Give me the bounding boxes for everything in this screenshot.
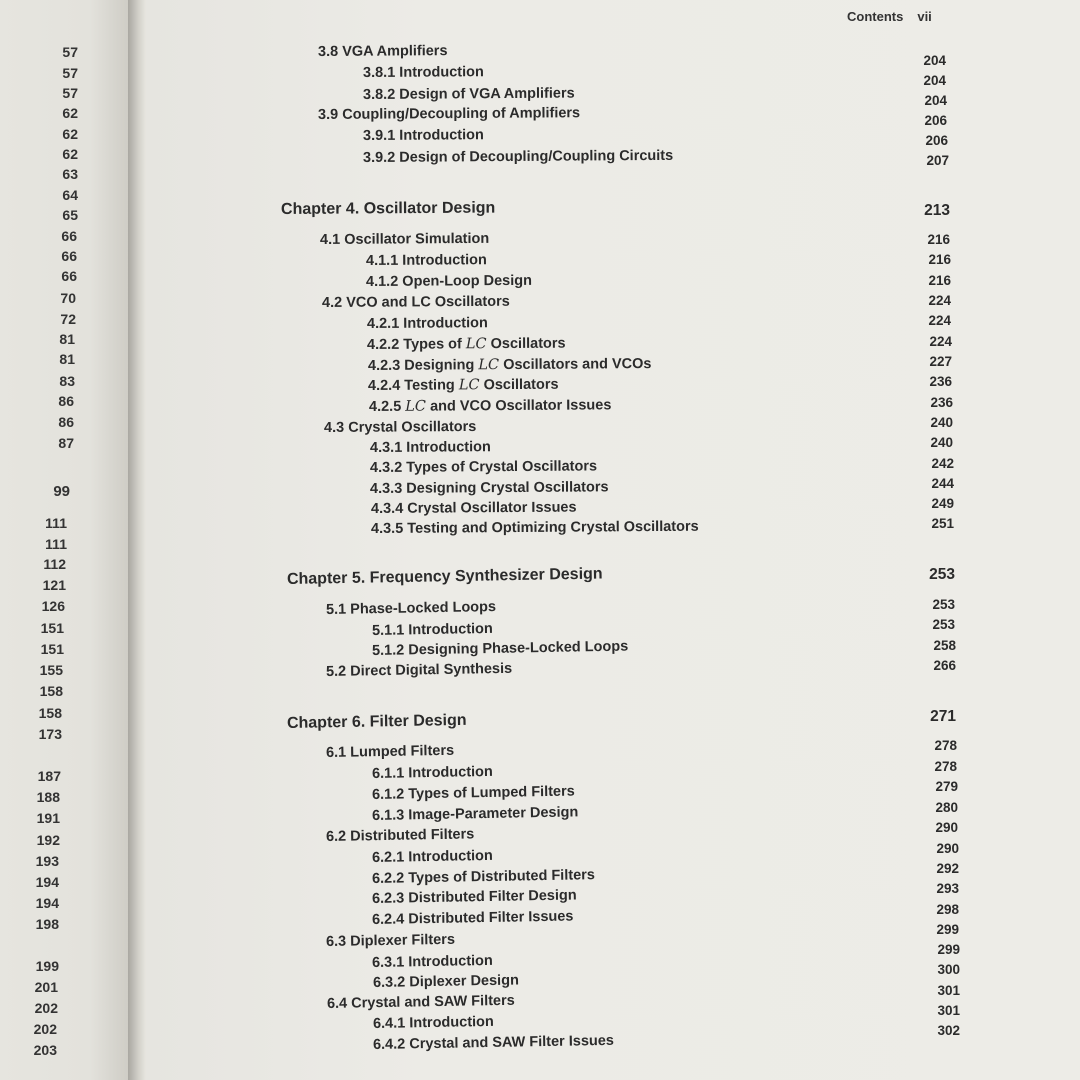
toc-entry-number: 4.3	[323, 419, 345, 436]
toc-page-number: 290	[936, 841, 959, 856]
toc-entry-title: Introduction	[402, 252, 487, 269]
left-page-number: 72	[60, 311, 76, 327]
toc-entry-number: 4.1.1	[365, 252, 399, 269]
left-page-number: 199	[35, 958, 59, 974]
toc-entry-number: 6.1	[325, 744, 347, 761]
toc-entry-number: 4.1.2	[365, 273, 399, 290]
toc-page-number: 206	[924, 113, 947, 128]
toc-entry-number: 5.1.2	[371, 642, 405, 659]
toc-entry-title: Testing and Optimizing Crystal Oscillators	[407, 518, 699, 537]
toc-entry-title: Crystal Oscillator Issues	[407, 499, 577, 517]
toc-subsection-entry	[366, 273, 532, 290]
toc-entry-title: Crystal and SAW Filters	[351, 992, 515, 1012]
toc-entry-title: Types of	[403, 336, 462, 353]
running-head	[847, 9, 932, 24]
toc-entry-number: 6.1.3	[371, 807, 405, 824]
left-page-number: 87	[58, 435, 74, 451]
toc-entry-number: 6.4	[326, 995, 348, 1012]
toc-subsection-entry	[363, 127, 484, 144]
left-page-number: 202	[33, 1021, 57, 1037]
toc-subsection-entry	[372, 953, 493, 971]
toc-subsection-entry	[372, 621, 493, 639]
toc-entry-number: 4.2.5	[368, 398, 402, 415]
toc-subsection-entry	[367, 315, 488, 332]
toc-entry-number: Chapter 6.	[286, 713, 366, 732]
toc-page-number: 244	[931, 476, 954, 491]
left-page-number: 194	[35, 895, 59, 911]
toc-page-number: 271	[930, 708, 956, 725]
toc-entry-title: Types of Crystal Oscillators	[406, 458, 598, 476]
toc-entry-title-cont: Oscillators and VCOs	[503, 356, 652, 374]
toc-page-number: 253	[929, 566, 955, 583]
toc-entry-title: Diplexer Filters	[350, 931, 456, 950]
toc-entry-number: 3.8	[317, 43, 339, 60]
toc-subsection-entry	[370, 479, 609, 497]
left-page-number: 62	[62, 146, 78, 162]
toc-subsection-entry	[363, 148, 673, 166]
toc-subsection-entry	[372, 848, 493, 866]
left-page-number: 112	[43, 556, 66, 572]
toc-section-entry	[326, 932, 455, 950]
toc-subsection-entry	[366, 252, 487, 269]
left-page-number: 65	[62, 207, 78, 223]
toc-subsection-entry	[370, 439, 491, 456]
toc-subsection-entry	[373, 1014, 494, 1032]
left-page-number: 193	[35, 853, 59, 869]
toc-entry-number: 4.1	[319, 231, 341, 248]
toc-entry-number: 4.2.4	[367, 377, 401, 394]
toc-entry-number: 4.3.2	[369, 459, 403, 476]
toc-entry-number: 6.4.1	[372, 1015, 406, 1032]
toc-page-number: 236	[929, 374, 952, 389]
toc-entry-title: Coupling/Decoupling of Amplifiers	[342, 105, 581, 123]
toc-entry-number: 6.2.3	[371, 890, 405, 907]
left-page-number: 151	[40, 620, 64, 636]
toc-subsection-entry	[369, 397, 611, 415]
toc-entry-title: Introduction	[408, 763, 493, 782]
left-page-number: 57	[62, 44, 78, 60]
toc-entry-title: Types of Distributed Filters	[408, 867, 596, 887]
toc-entry-title: Open-Loop Design	[402, 272, 533, 290]
toc-entry-title: Distributed Filters	[350, 826, 475, 845]
toc-subsection-entry	[371, 500, 577, 517]
toc-entry-number: 3.9.1	[362, 127, 396, 144]
toc-page-number: 204	[923, 73, 946, 88]
left-page-number: 198	[35, 916, 59, 932]
left-page-number: 111	[45, 536, 67, 552]
toc-entry-number: 6.1.2	[371, 786, 405, 803]
left-page-number: 57	[62, 85, 78, 101]
toc-entry-title: Introduction	[408, 952, 493, 971]
toc-section-entry	[324, 419, 476, 436]
left-page-number: 57	[62, 65, 78, 81]
left-page-number: 86	[58, 414, 74, 430]
toc-entry-title: Crystal and SAW Filter Issues	[409, 1032, 615, 1053]
toc-entry-number: 6.4.2	[372, 1036, 406, 1053]
toc-page-number: 213	[924, 202, 950, 219]
toc-page-number: 298	[936, 902, 959, 917]
toc-page-number: 280	[935, 800, 958, 815]
toc-entry-number: 6.1.1	[371, 765, 405, 782]
toc-entry-title: Oscillator Design	[363, 199, 496, 218]
toc-entry-number: 4.2.2	[366, 336, 400, 353]
toc-subsection-entry	[371, 519, 699, 537]
toc-entry-title: Types of Lumped Filters	[408, 783, 575, 803]
left-page-number: 173	[38, 726, 62, 742]
toc-entry-number: 4.2.3	[367, 357, 401, 374]
toc-entry-title: Crystal Oscillators	[348, 418, 477, 436]
toc-page-number: 216	[928, 252, 951, 267]
toc-subsection-entry	[367, 336, 566, 353]
left-page-number: 188	[36, 789, 60, 805]
toc-entry-number: 3.9	[317, 106, 339, 123]
toc-section-entry	[326, 743, 454, 761]
toc-page-number: 292	[936, 861, 959, 876]
toc-page-number: 216	[928, 273, 951, 288]
left-page	[0, 0, 128, 1080]
toc-entry-title-cont: Oscillators	[483, 376, 559, 394]
toc-entry-math: LC	[458, 377, 480, 394]
toc-entry-title: Direct Digital Synthesis	[350, 660, 513, 680]
left-page-number: 70	[60, 290, 76, 306]
toc-entry-title: Design of Decoupling/Coupling Circuits	[399, 147, 674, 166]
toc-section-entry	[326, 599, 496, 618]
toc-entry-title: Introduction	[406, 439, 491, 456]
toc-section-entry	[318, 105, 580, 123]
left-page-number: 99	[53, 483, 70, 500]
toc-subsection-entry	[368, 377, 559, 394]
toc-entry-title: Filter Design	[369, 711, 467, 731]
toc-entry-number: Chapter 4.	[280, 200, 360, 218]
toc-entry-number: 4.2.1	[366, 315, 400, 332]
left-page-number: 192	[36, 832, 60, 848]
toc-subsection-entry	[373, 972, 519, 991]
book-gutter	[128, 0, 146, 1080]
toc-entry-title: Introduction	[399, 64, 484, 81]
toc-page-number: 204	[923, 53, 946, 68]
toc-entry-title: VCO and LC Oscillators	[346, 293, 510, 311]
toc-entry-number: 4.3.4	[370, 500, 404, 517]
left-page-number: 126	[41, 598, 65, 614]
left-page-number: 63	[62, 166, 78, 182]
toc-entry-math: LC	[405, 398, 427, 415]
left-page-number: 66	[61, 228, 77, 244]
toc-entry-title-cont: Oscillators	[490, 335, 566, 353]
toc-entry-number: 6.3	[325, 933, 347, 950]
left-page-number: 202	[34, 1000, 58, 1016]
left-page-number: 81	[59, 351, 75, 367]
toc-page-number: 242	[931, 456, 954, 471]
toc-entry-title: Diplexer Design	[409, 972, 519, 991]
toc-entry-title: Introduction	[403, 315, 488, 332]
left-page-number: 191	[36, 810, 60, 826]
running-head-section: Contents	[847, 9, 904, 24]
toc-entry-title: Introduction	[408, 847, 493, 866]
toc-entry-number: 6.3.2	[372, 974, 406, 991]
toc-entry-title: Frequency Synthesizer Design	[369, 565, 603, 587]
toc-entry-number: 3.9.2	[362, 149, 396, 166]
toc-entry-title: Testing	[404, 377, 455, 394]
toc-entry-title: Introduction	[399, 127, 484, 144]
toc-entry-title: Distributed Filter Design	[408, 887, 577, 907]
running-head-page: vii	[917, 9, 932, 24]
toc-entry-title: Designing	[404, 357, 475, 374]
toc-entry-number: 6.2.2	[371, 870, 405, 887]
toc-section-entry	[327, 993, 515, 1012]
toc-page-number: 224	[929, 334, 952, 349]
left-page-number: 201	[34, 979, 58, 995]
toc-entry-title: Image-Parameter Design	[408, 804, 579, 824]
toc-page-number: 278	[934, 738, 957, 753]
toc-page-number: 240	[930, 435, 953, 450]
toc-chapter-entry	[287, 712, 467, 733]
toc-entry-number: 5.1.1	[371, 622, 405, 639]
toc-entry-number: 4.3.3	[369, 480, 403, 497]
toc-entry-math: LC	[478, 357, 500, 374]
left-page-number: 83	[59, 373, 75, 389]
toc-entry-title-cont: and VCO Oscillator Issues	[429, 397, 612, 415]
left-page-number: 111	[45, 515, 67, 531]
toc-section-entry	[320, 231, 489, 248]
toc-subsection-entry	[368, 356, 652, 374]
toc-page-number: 258	[933, 638, 956, 653]
left-page-number: 158	[39, 683, 63, 699]
toc-entry-number: 6.2.4	[371, 911, 405, 928]
left-page-number: 81	[59, 331, 75, 347]
toc-page-number: 293	[936, 881, 959, 896]
toc-subsection-entry	[372, 764, 493, 782]
toc-entry-number: 4.3.1	[369, 439, 403, 456]
toc-page-number: 249	[931, 496, 954, 511]
toc-entry-title: Design of VGA Amplifiers	[399, 85, 575, 103]
toc-entry-number: 3.8.2	[362, 86, 396, 103]
toc-entry-number: 5.1	[325, 601, 347, 618]
toc-entry-number: 4.3.5	[370, 520, 404, 537]
left-page-number: 158	[38, 705, 62, 721]
toc-page-number: 301	[937, 1003, 960, 1018]
toc-page-number: 278	[934, 759, 957, 774]
toc-page-number: 279	[935, 779, 958, 794]
toc-page-number: 240	[930, 415, 953, 430]
left-page-number: 62	[62, 105, 78, 121]
left-page-number: 66	[61, 268, 77, 284]
toc-page-number: 266	[933, 658, 956, 673]
left-page-number: 62	[62, 126, 78, 142]
toc-entry-title: VGA Amplifiers	[342, 43, 448, 60]
toc-page-number: 204	[924, 93, 947, 108]
left-page-number: 64	[62, 187, 78, 203]
toc-entry-title: Designing Phase-Locked Loops	[408, 638, 629, 659]
toc-entry-title: Introduction	[409, 1013, 494, 1032]
toc-page-number: 216	[927, 232, 950, 247]
left-page-number: 203	[33, 1042, 57, 1058]
toc-entry-title: Oscillator Simulation	[344, 230, 490, 248]
toc-page-number: 253	[932, 597, 955, 612]
toc-page-number: 227	[929, 354, 952, 369]
toc-page-number: 224	[928, 313, 951, 328]
toc-section-entry	[326, 826, 475, 845]
toc-subsection-entry	[370, 458, 597, 476]
left-page-number: 66	[61, 248, 77, 264]
toc-entry-number: 6.2.1	[371, 849, 405, 866]
toc-entry-math: LC	[465, 336, 487, 353]
toc-page-number: 290	[935, 820, 958, 835]
toc-page-number: 301	[937, 983, 960, 998]
toc-page-number: 251	[931, 516, 954, 531]
toc-chapter-entry	[281, 200, 495, 219]
toc-subsection-entry	[363, 86, 575, 103]
toc-entry-title: Introduction	[408, 620, 493, 639]
left-page-number: 187	[37, 768, 61, 784]
toc-entry-title: Phase-Locked Loops	[350, 599, 497, 618]
toc-page-number: 300	[937, 962, 960, 977]
toc-page-number: 236	[930, 395, 953, 410]
toc-page-number: 224	[928, 293, 951, 308]
left-page-number: 151	[40, 641, 64, 657]
toc-section-entry	[326, 661, 512, 680]
toc-entry-number: 3.8.1	[362, 64, 396, 81]
left-page-number: 86	[58, 393, 74, 409]
toc-page-number: 253	[932, 617, 955, 632]
toc-entry-number: 6.2	[325, 828, 347, 845]
toc-page-number: 206	[925, 133, 948, 148]
toc-section-entry	[318, 43, 448, 60]
toc-section-entry	[322, 294, 510, 311]
toc-entry-number: 5.2	[325, 663, 347, 680]
toc-page-number: 302	[937, 1023, 960, 1038]
toc-entry-title: Distributed Filter Issues	[408, 908, 574, 928]
toc-entry-title: Designing Crystal Oscillators	[406, 479, 609, 497]
toc-entry-number: 4.2	[321, 294, 343, 311]
toc-page-number: 299	[937, 942, 960, 957]
toc-entry-number: 6.3.1	[371, 954, 405, 971]
toc-page-number: 207	[926, 153, 949, 168]
toc-entry-number: Chapter 5.	[286, 569, 366, 588]
toc-page-number: 299	[936, 922, 959, 937]
toc-subsection-entry	[363, 64, 484, 81]
toc-entry-title: Lumped Filters	[350, 742, 455, 761]
left-page-number: 155	[39, 662, 63, 678]
left-page-number: 121	[42, 577, 66, 593]
left-page-number: 194	[35, 874, 59, 890]
